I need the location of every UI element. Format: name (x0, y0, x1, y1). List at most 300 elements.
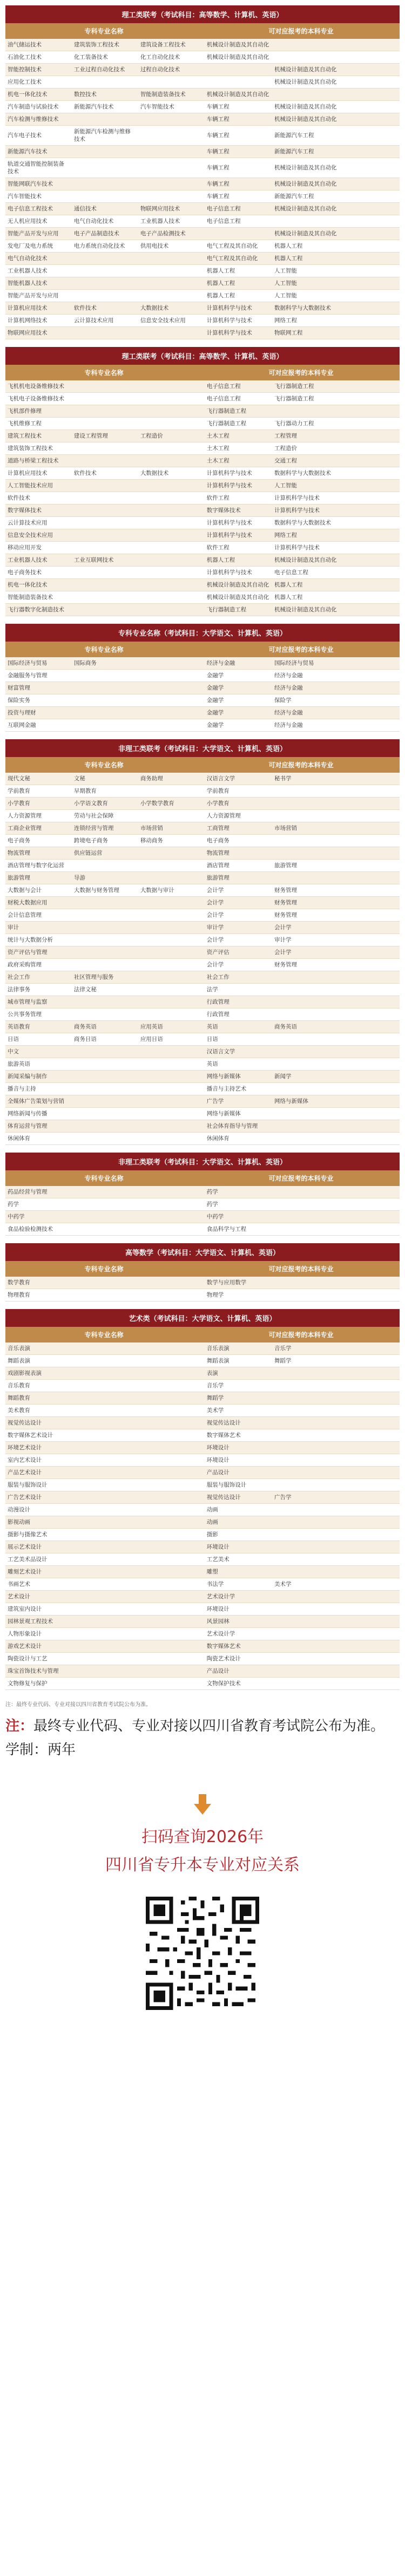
table-cell: 应用化工技术 (5, 76, 72, 88)
footnote-small: 注：最终专业代码、专业对接以四川省教育考试院公布为准。 (5, 1702, 151, 1708)
table-cell: 机械设计制造及其自动化 (272, 101, 400, 113)
table-cell (72, 542, 138, 554)
table-cell: 物联网应用技术 (5, 327, 72, 339)
table-cell (138, 996, 205, 1008)
table-cell: 智能产品开发与应用 (5, 290, 72, 302)
table-cell (205, 228, 272, 240)
table-cell (272, 1678, 400, 1690)
table-cell: 艺术设计学 (205, 1591, 272, 1603)
table-cell (138, 1095, 205, 1108)
table-cell: 秘书学 (272, 773, 400, 785)
table-cell: 新闻学 (272, 1071, 400, 1083)
table-cell (138, 1678, 205, 1690)
table-cell: 工程造价 (272, 442, 400, 455)
table-cell: 车辆工程 (205, 190, 272, 203)
table-cell (138, 327, 205, 339)
table-row (5, 215, 400, 228)
table-cell: 机械设计制造及其自动化 (272, 113, 400, 126)
table-cell: 机械设计制造及其自动化 (272, 76, 400, 88)
table-cell: 广告艺术设计 (5, 1491, 72, 1504)
table-cell (138, 1429, 205, 1442)
table-row (5, 1553, 400, 1566)
table-cell: 飞行器数字化制造技术 (5, 604, 72, 616)
table-cell (72, 1603, 138, 1616)
table-cell: 移动商务 (138, 835, 205, 847)
table-cell: 机器人工程 (272, 579, 400, 591)
table-cell: 酒店管理与数字化运营 (5, 860, 72, 872)
table-cell: 市场营销 (138, 822, 205, 835)
table-row (5, 380, 400, 393)
table-cell: 物联网工程 (272, 327, 400, 339)
table-cell (138, 146, 205, 158)
table-cell: 计算机科学与技术 (272, 492, 400, 505)
table-cell: 药品经营与管理 (5, 1186, 72, 1198)
table-row (5, 922, 400, 934)
table-cell (272, 1186, 400, 1198)
table-cell (138, 657, 205, 670)
table-cell (138, 1653, 205, 1665)
table-row (5, 682, 400, 694)
header-left: 专科专业名称 (84, 761, 124, 769)
table-cell: 供用电技术 (138, 240, 205, 253)
table-cell: 劳动与社会保障 (72, 810, 138, 822)
table-row (5, 1021, 400, 1033)
table-cell (272, 1467, 400, 1479)
table-cell: 建设工程管理 (72, 430, 138, 442)
table-cell (138, 418, 205, 430)
table-cell: 新闻采编与制作 (5, 1071, 72, 1083)
table-cell: 物理教育 (5, 1289, 72, 1301)
table-cell (272, 1198, 400, 1211)
table-cell: 行政管理 (205, 996, 272, 1008)
table-cell: 早期教育 (72, 785, 138, 798)
table-cell (72, 442, 138, 455)
table-cell (72, 405, 138, 418)
table-cell: 商务助理 (138, 773, 205, 785)
table-cell: 建筑室内设计 (5, 1603, 72, 1616)
table-cell (272, 810, 400, 822)
table-cell (138, 984, 205, 996)
table-cell (138, 1467, 205, 1479)
table-row (5, 113, 400, 126)
table-row (5, 1058, 400, 1071)
table-cell (138, 190, 205, 203)
table-cell (138, 505, 205, 517)
table-row (5, 785, 400, 798)
table-cell: 数据科学与大数据技术 (272, 467, 400, 480)
table-cell (138, 290, 205, 302)
table-cell: 舞蹈学 (272, 1355, 400, 1367)
table-row (5, 591, 400, 604)
table-cell (272, 39, 400, 51)
table-cell: 酒店管理 (205, 860, 272, 872)
table-cell: 智能制造装备技术 (5, 591, 72, 604)
table-row (5, 1591, 400, 1603)
table-row (5, 1133, 400, 1145)
table-cell: 工商企业管理 (5, 822, 72, 835)
table-row (5, 39, 400, 51)
table-row (5, 822, 400, 835)
section-block (5, 5, 400, 339)
table-cell: 人力资源管理 (5, 810, 72, 822)
table-cell (72, 1417, 138, 1429)
table-cell: 网络工程 (272, 529, 400, 542)
table-cell (138, 126, 205, 146)
table-cell (72, 897, 138, 909)
table-row (5, 1504, 400, 1516)
table-cell (72, 1133, 138, 1145)
table-cell (272, 1653, 400, 1665)
table-row (5, 1640, 400, 1653)
table-cell (72, 418, 138, 430)
table-cell: 互联网金融 (5, 719, 72, 732)
study-label: 学制： (5, 1742, 48, 1758)
table-row (5, 1603, 400, 1616)
table-cell (138, 847, 205, 860)
table-cell: 音乐学 (205, 1380, 272, 1392)
table-cell (72, 1186, 138, 1198)
table-cell: 数字媒体艺术 (205, 1429, 272, 1442)
table-cell: 机械设计制造及其自动化 (272, 64, 400, 76)
table-cell: 信息安全技术应用 (138, 315, 205, 327)
table-cell: 财务管理 (272, 909, 400, 922)
table-cell: 社区管理与服务 (72, 971, 138, 984)
table-cell (138, 455, 205, 467)
table-cell (138, 897, 205, 909)
table-cell: 药学 (205, 1198, 272, 1211)
section-table (5, 773, 400, 1145)
table-cell (272, 1417, 400, 1429)
table-row (5, 604, 400, 616)
table-cell (138, 591, 205, 604)
table-cell: 飞机机电设备维修技术 (5, 380, 72, 393)
table-cell: 旅游英语 (5, 1058, 72, 1071)
table-cell (72, 529, 138, 542)
table-cell: 审计学 (272, 934, 400, 946)
table-cell (138, 1454, 205, 1467)
table-cell: 新能源汽车检测与维修技术 (72, 126, 138, 146)
table-cell: 舞蹈教育 (5, 1392, 72, 1405)
qr-code-icon[interactable] (146, 1897, 259, 2010)
table-cell: 工商管理 (205, 822, 272, 835)
table-cell (138, 1083, 205, 1095)
section-title: 高等数学（考试科目：大学语文、计算机、英语） (5, 1243, 400, 1261)
table-cell (72, 146, 138, 158)
section-block (5, 739, 400, 1145)
table-cell: 油气储运技术 (5, 39, 72, 51)
table-cell: 动漫设计 (5, 1504, 72, 1516)
table-cell: 旅游管理 (272, 860, 400, 872)
table-cell: 机械设计制造及其自动化 (205, 51, 272, 64)
table-cell: 物流管理 (205, 847, 272, 860)
table-row (5, 1467, 400, 1479)
table-cell: 播音与主持艺术 (205, 1083, 272, 1095)
table-cell: 经济与金融 (272, 707, 400, 719)
table-cell: 艺术设计学 (205, 1628, 272, 1640)
table-cell (272, 1033, 400, 1046)
table-cell: 交通工程 (272, 455, 400, 467)
table-cell: 大数据与审计 (138, 884, 205, 897)
table-cell: 休闲体育 (5, 1133, 72, 1145)
table-cell: 飞行器制造工程 (205, 604, 272, 616)
scan-subtitle: 四川省专升本专业对应关系 (105, 1856, 300, 1875)
table-cell: 跨境电子商务 (72, 835, 138, 847)
table-cell (138, 909, 205, 922)
table-cell: 广告学 (205, 1095, 272, 1108)
table-cell (72, 694, 138, 707)
table-cell: 飞行器制造工程 (272, 393, 400, 405)
table-cell: 移动应用开发 (5, 542, 72, 554)
table-row (5, 1198, 400, 1211)
table-cell: 车辆工程 (205, 146, 272, 158)
table-row (5, 1566, 400, 1578)
table-cell: 土木工程 (205, 430, 272, 442)
table-cell: 车辆工程 (205, 158, 272, 178)
table-cell: 数据科学与大数据技术 (272, 302, 400, 315)
table-cell: 供应链运营 (72, 847, 138, 860)
table-cell: 会计信息管理 (5, 909, 72, 922)
table-cell (72, 265, 138, 277)
table-cell: 电气自动化技术 (72, 215, 138, 228)
table-cell: 轨道交通智能控制装备技术 (5, 158, 72, 178)
table-cell: 数学与应用数学 (205, 1277, 272, 1289)
table-cell (138, 517, 205, 529)
table-cell (272, 1058, 400, 1071)
table-cell (138, 1223, 205, 1236)
table-cell: 机械设计制造及其自动化 (205, 591, 272, 604)
table-cell: 统计与大数据分析 (5, 934, 72, 946)
table-cell (72, 1628, 138, 1640)
table-cell (72, 190, 138, 203)
table-cell: 数字媒体技术 (5, 505, 72, 517)
table-row (5, 1289, 400, 1301)
table-cell: 道路与桥梁工程技术 (5, 455, 72, 467)
table-cell: 信息安全技术应用 (5, 529, 72, 542)
table-cell: 英语教育 (5, 1021, 72, 1033)
table-cell (138, 277, 205, 290)
table-cell: 小学语文教育 (72, 798, 138, 810)
table-cell: 应用英语 (138, 1021, 205, 1033)
table-row (5, 959, 400, 971)
section-block (5, 347, 400, 616)
table-cell (138, 1277, 205, 1289)
table-cell: 软件技术 (72, 467, 138, 480)
table-cell: 游戏艺术设计 (5, 1640, 72, 1653)
table-cell: 电子信息工程 (205, 380, 272, 393)
table-cell: 工程管理 (272, 430, 400, 442)
table-row (5, 101, 400, 113)
table-cell (72, 1008, 138, 1021)
table-row (5, 253, 400, 265)
table-cell: 金融学 (205, 707, 272, 719)
table-row (5, 492, 400, 505)
table-cell (138, 1133, 205, 1145)
table-cell: 产品设计 (205, 1665, 272, 1678)
table-cell: 经济与金融 (272, 719, 400, 732)
table-cell (72, 682, 138, 694)
table-row (5, 1120, 400, 1133)
table-cell: 财务管理 (272, 959, 400, 971)
table-cell (72, 579, 138, 591)
table-cell: 数据科学与大数据技术 (272, 517, 400, 529)
table-cell: 动画 (205, 1516, 272, 1529)
section-header (5, 757, 400, 773)
table-cell (72, 567, 138, 579)
table-cell: 音乐表演 (205, 1342, 272, 1355)
table-cell (72, 1442, 138, 1454)
table-cell (72, 1120, 138, 1133)
table-cell (272, 1120, 400, 1133)
table-row (5, 1628, 400, 1640)
table-cell (138, 1603, 205, 1616)
table-cell: 金融学 (205, 719, 272, 732)
table-cell: 计算机应用技术 (5, 467, 72, 480)
table-cell: 财务管理 (272, 897, 400, 909)
table-cell (138, 1392, 205, 1405)
table-cell: 工业互联网技术 (72, 554, 138, 567)
section-block (5, 624, 400, 732)
table-cell: 软件技术 (5, 492, 72, 505)
section-table (5, 380, 400, 616)
table-cell: 摄影 (205, 1529, 272, 1541)
table-cell: 建筑工程技术 (5, 430, 72, 442)
table-cell: 人工智能技术应用 (5, 480, 72, 492)
table-row (5, 1367, 400, 1380)
table-row (5, 1678, 400, 1690)
table-cell (72, 393, 138, 405)
table-cell: 会计学 (272, 946, 400, 959)
table-cell (72, 934, 138, 946)
table-cell: 机器人工程 (272, 253, 400, 265)
table-cell: 新能源汽车工程 (272, 146, 400, 158)
table-cell (72, 1108, 138, 1120)
table-row (5, 529, 400, 542)
table-cell (72, 113, 138, 126)
table-cell: 日语 (205, 1033, 272, 1046)
table-cell: 新能源汽车工程 (272, 126, 400, 146)
table-cell (138, 1186, 205, 1198)
table-cell: 旅游管理 (5, 872, 72, 884)
table-cell (272, 835, 400, 847)
table-cell: 食品检验检测技术 (5, 1223, 72, 1236)
table-cell: 视觉传达设计 (205, 1417, 272, 1429)
table-cell: 法律文秘 (72, 984, 138, 996)
table-cell (138, 971, 205, 984)
table-cell: 机械设计制造及其自动化 (272, 554, 400, 567)
table-cell (72, 719, 138, 732)
table-cell: 计算机科学与技术 (205, 315, 272, 327)
table-cell: 城市管理与监察 (5, 996, 72, 1008)
table-cell: 会计学 (205, 884, 272, 897)
section-header (5, 642, 400, 657)
table-cell (138, 934, 205, 946)
table-cell: 雕塑 (205, 1566, 272, 1578)
table-cell: 药学 (5, 1198, 72, 1211)
table-cell (138, 785, 205, 798)
table-row (5, 480, 400, 492)
table-cell (72, 277, 138, 290)
table-cell (72, 1616, 138, 1628)
table-cell: 电气工程及其自动化 (205, 253, 272, 265)
table-cell (72, 1566, 138, 1578)
table-cell: 机器人工程 (205, 265, 272, 277)
table-cell (138, 1665, 205, 1678)
table-cell (205, 76, 272, 88)
table-cell: 飞行器制造工程 (272, 380, 400, 393)
section-block (5, 1153, 400, 1236)
table-cell (272, 984, 400, 996)
table-row (5, 240, 400, 253)
table-cell: 食品科学与工程 (205, 1223, 272, 1236)
table-row (5, 1665, 400, 1678)
table-cell: 金融服务与管理 (5, 670, 72, 682)
study-value: 两年 (48, 1742, 76, 1758)
table-cell: 机器人工程 (205, 290, 272, 302)
table-cell: 建筑装饰工程技术 (5, 442, 72, 455)
table-cell (72, 1491, 138, 1504)
table-cell: 汽车智能技术 (5, 190, 72, 203)
table-cell: 市场营销 (272, 822, 400, 835)
table-row (5, 1033, 400, 1046)
table-cell: 商务英语 (72, 1021, 138, 1033)
table-cell (72, 1591, 138, 1603)
scan-title: 扫码查询2026年 (141, 1828, 264, 1846)
table-cell (138, 1640, 205, 1653)
table-cell (72, 1083, 138, 1095)
table-cell: 电子信息工程 (272, 567, 400, 579)
table-cell: 大数据技术 (138, 467, 205, 480)
table-cell: 投资与理财 (5, 707, 72, 719)
table-cell: 云计算技术应用 (5, 517, 72, 529)
table-cell: 艺术设计 (5, 1591, 72, 1603)
table-cell (72, 922, 138, 934)
table-cell: 音乐教育 (5, 1380, 72, 1392)
table-row (5, 1095, 400, 1108)
table-cell: 机械设计制造及其自动化 (205, 88, 272, 101)
table-cell (138, 872, 205, 884)
table-cell: 计算机网络技术 (5, 315, 72, 327)
table-row (5, 1355, 400, 1367)
table-cell: 连锁经营与管理 (72, 822, 138, 835)
table-cell (138, 1442, 205, 1454)
table-cell (138, 542, 205, 554)
table-cell (272, 1405, 400, 1417)
table-cell (272, 1541, 400, 1553)
table-cell (138, 554, 205, 567)
table-cell: 机械设计制造及其自动化 (272, 604, 400, 616)
table-cell (72, 909, 138, 922)
table-row (5, 430, 400, 442)
table-row (5, 315, 400, 327)
table-row (5, 707, 400, 719)
section-header (5, 1170, 400, 1186)
table-cell: 书画艺术 (5, 1578, 72, 1591)
table-cell (72, 1392, 138, 1405)
table-cell: 经济与金融 (272, 670, 400, 682)
table-cell (138, 1211, 205, 1223)
table-cell: 人工智能 (272, 265, 400, 277)
table-cell: 电子产品检测技术 (138, 228, 205, 240)
section-table (5, 1342, 400, 1690)
table-cell: 计算机科学与技术 (205, 529, 272, 542)
header-left: 专科专业名称 (84, 369, 124, 377)
table-cell (138, 1355, 205, 1367)
table-cell (138, 922, 205, 934)
table-cell: 计算机科学与技术 (205, 480, 272, 492)
section-header (5, 1261, 400, 1277)
table-cell: 飞机部件修理 (5, 405, 72, 418)
header-right: 可对应报考的本科专业 (268, 1331, 334, 1339)
